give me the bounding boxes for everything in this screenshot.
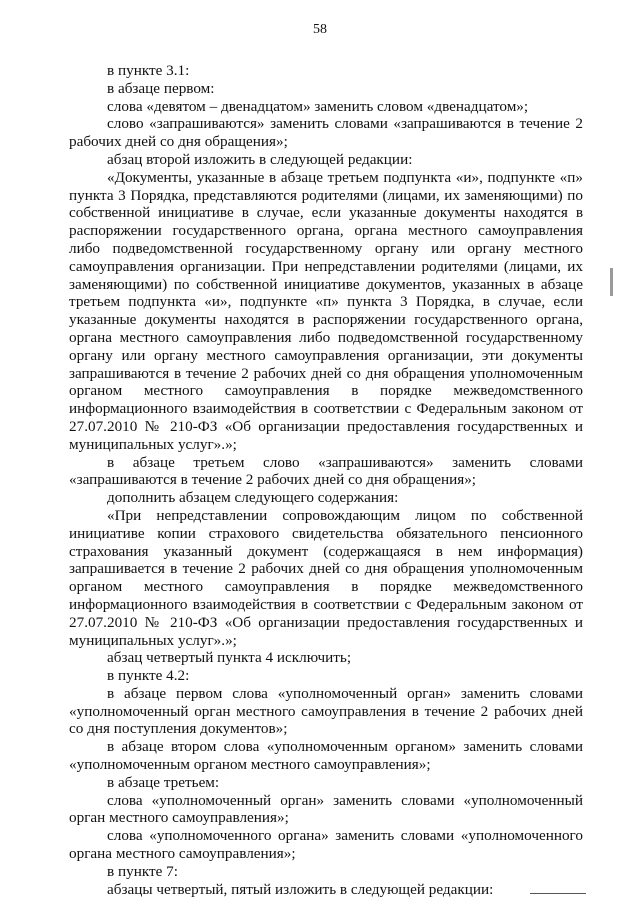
paragraph: дополнить абзацем следующего содержания:	[107, 489, 399, 507]
document-body	[69, 62, 583, 898]
page-number: 58	[313, 22, 327, 37]
paragraph: в абзаце втором слова «уполномоченным органом» заменить словами «уполномоченным органом местного самоуправления»;	[69, 738, 583, 774]
paragraph: в пункте 3.1:	[107, 62, 190, 79]
paragraph: в абзаце третьем слово «запрашиваются» заменить словами «запрашиваются в течение 2 рабочих дней со дня обращения»;	[69, 453, 583, 489]
paragraph: в абзаце первом слова «уполномоченный орган» заменить словами «уполномоченный орган местного самоуправления в течение 2 рабочих дней со дня поступления документов»;	[69, 684, 583, 738]
paragraph: слова «уполномоченного органа» заменить словами «уполномоченного органа местного самоуправления»;	[69, 827, 583, 863]
paragraph: в абзаце первом:	[107, 79, 215, 97]
paragraph: в абзаце третьем:	[107, 773, 220, 791]
paragraph: слово «запрашиваются» заменить словами «запрашиваются в течение 2 рабочих дней со дня обращения»;	[69, 115, 583, 151]
footer-divider	[530, 893, 586, 894]
scan-edge-mark	[610, 268, 613, 296]
paragraph: абзацы четвертый, пятый изложить в следующей редакции:	[107, 880, 494, 898]
paragraph: в пункте 4.2:	[107, 667, 190, 685]
paragraph: абзац четвертый пункта 4 исключить;	[107, 649, 352, 667]
paragraph: «При непредставлении сопровождающим лицом по собственной инициативе копии страхового свидетельства обязательного пенсионного страхования указанный документ (содержащаяся в нем информация) запрашивается в течение 2 рабочих дней со дня обращения уполномоченным органом местного самоуправления в порядке межведомственного информационного взаимодействия в соответствии с Федеральным законом от 27.07.2010 № 210-ФЗ «Об организации предоставления государственных и муниципальных услуг».»;	[69, 506, 583, 649]
paragraph: слова «уполномоченный орган» заменить словами «уполномоченный орган местного самоуправления»;	[69, 791, 583, 827]
paragraph: «Документы, указанные в абзаце третьем подпункта «и», подпункте «п» пункта 3 Порядка, представляются родителями (лицами, их заменяющими) по собственной инициативе в случае, если указанные документы находятся в распоряжении государственного органа, органа местного самоуправления либо подведомственной государственному органу или органу местного самоуправления организации. При непредставлении родителями (лицами, их заменяющими) по собственной инициативе документов, указанных в абзаце третьем подпункта «и», подпункте «п» пункта 3 Порядка, в случае, если указанные документы находятся в распоряжении государственного органа, органа местного самоуправления либо подведомственной государственному органу или органу местного самоуправления организации, эти документы запрашиваются в течение 2 рабочих дней со дня обращения уполномоченным органом местного самоуправления в порядке межведомственного информационного взаимодействия в соответствии с Федеральным законом от 27.07.2010 № 210-ФЗ «Об организации предоставления государственных и муниципальных услуг».»;	[69, 168, 583, 453]
paragraph: в пункте 7:	[107, 862, 178, 880]
paragraph: слова «девятом – двенадцатом» заменить словом «двенадцатом»;	[107, 97, 529, 115]
paragraph: абзац второй изложить в следующей редакции:	[107, 150, 413, 168]
